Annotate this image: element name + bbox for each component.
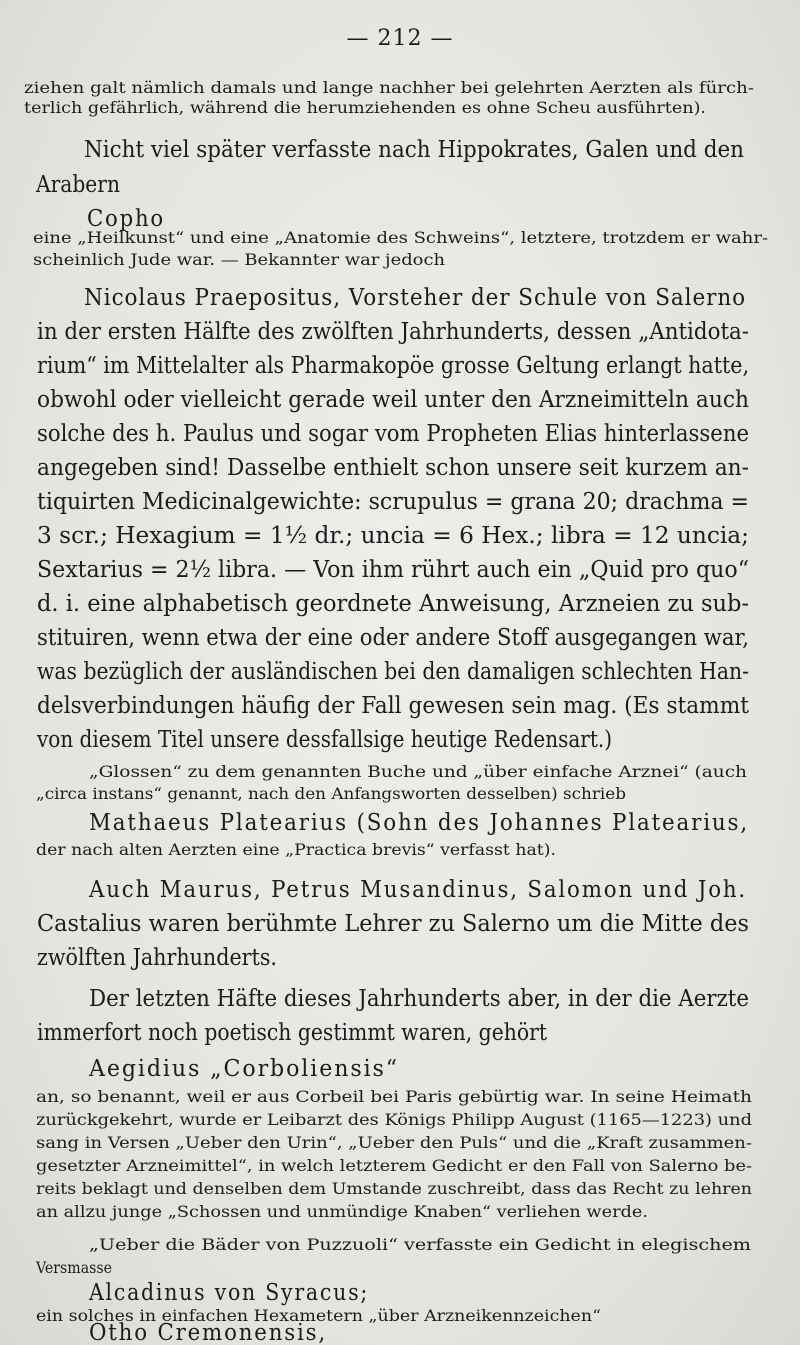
- text-line: reits beklagt und denselben dem Umstande zuschreibt, dass das Recht zu lehren: [36, 1179, 753, 1198]
- text-line: Mathaeus Platearius (Sohn des Johannes Platearius,: [89, 808, 750, 836]
- text-line: terlich gefährlich, während die herumziehenden es ohne Scheu ausführten).: [24, 98, 707, 117]
- text-line: zurückgekehrt, wurde er Leibarzt des Königs Philipp August (1165—1223) und: [36, 1110, 752, 1129]
- text-line: „circa instans“ genannt, nach den Anfangsworten desselben) schrieb: [36, 784, 626, 803]
- text-line: „Glossen“ zu dem genannten Buche und „über einfache Arznei“ (auch: [89, 762, 747, 781]
- text-line: rium“ im Mittelalter als Pharmakopöe grosse Geltung erlangt hatte,: [37, 351, 749, 379]
- text-line: der nach alten Aerzten eine „Practica brevis“ verfasst hat).: [36, 840, 557, 859]
- page-number: — 212 —: [346, 26, 454, 51]
- text-line: Sextarius = 2½ libra. — Von ihm rührt auch ein „Quid pro quo“: [37, 555, 750, 583]
- text-line: scheinlich Jude war. — Bekannter war jedoch: [33, 250, 446, 269]
- text-line: angegeben sind! Dasselbe enthielt schon unsere seit kurzem an-: [37, 453, 750, 481]
- text-line: Arabern: [36, 170, 120, 198]
- author-name-otho: Otho Cremonensis,: [89, 1318, 327, 1345]
- text-line: an, so benannt, weil er aus Corbeil bei Paris gebürtig war. In seine Heimath: [36, 1087, 753, 1106]
- text-line: stituiren, wenn etwa der eine oder andere Stoff ausgegangen war,: [37, 623, 750, 651]
- text-line: Der letzten Häfte dieses Jahrhunderts aber, in der die Aerzte: [89, 984, 750, 1012]
- text-line: Auch Maurus, Petrus Musandinus, Salomon und Joh.: [89, 875, 748, 903]
- author-name-alcadinus: Alcadinus von Syracus;: [89, 1278, 369, 1306]
- text-line: d. i. eine alphabetisch geordnete Anweisung, Arzneien zu sub-: [37, 589, 750, 617]
- text-line: delsverbindungen häufig der Fall gewesen sein mag. (Es stammt: [37, 691, 749, 719]
- text-line: solche des h. Paulus und sogar vom Propheten Elias hinterlassene: [37, 419, 750, 447]
- author-name-aegidius: Aegidius „Corboliensis“: [89, 1054, 400, 1082]
- text-line: Versmasse: [36, 1258, 113, 1277]
- text-line: ein solches in einfachen Hexametern „über Arzneikennzeichen“: [36, 1306, 601, 1325]
- text-line: in der ersten Hälfte des zwölften Jahrhunderts, dessen „Antidota-: [37, 317, 749, 345]
- text-line: sang in Versen „Ueber den Urin“, „Ueber den Puls“ und die „Kraft zusammen-: [36, 1133, 752, 1152]
- text-line: zwölften Jahrhunderts.: [37, 943, 277, 971]
- text-line: 3 scr.; Hexagium = 1½ dr.; uncia = 6 Hex.; libra = 12 uncia;: [37, 521, 749, 549]
- text-line: tiquirten Medicinalgewichte: scrupulus = grana 20; drachma =: [37, 487, 750, 515]
- text-line: gesetzter Arzneimittel“, in welch letzterem Gedicht er den Fall von Salerno be-: [36, 1156, 753, 1175]
- text-line: obwohl oder vielleicht gerade weil unter den Arzneimitteln auch: [37, 385, 749, 413]
- text-line: Nicolaus Praepositus, Vorsteher der Schule von Salerno: [84, 283, 747, 311]
- text-line: an allzu junge „Schossen und unmündige Knaben“ verliehen werde.: [36, 1202, 649, 1221]
- text-line: was bezüglich der ausländischen bei den damaligen schlechten Han-: [37, 657, 749, 685]
- text-line: von diesem Titel unsere dessfallsige heutige Redensart.): [37, 725, 613, 753]
- text-line: eine „Heilkunst“ und eine „Anatomie des Schweins“, letztere, trotzdem er wahr-: [33, 228, 769, 247]
- text-line: immerfort noch poetisch gestimmt waren, gehört: [37, 1018, 548, 1046]
- text-line: „Ueber die Bäder von Puzzuoli“ verfasste ein Gedicht in elegischem: [89, 1235, 751, 1254]
- text-line: Nicht viel später verfasste nach Hippokrates, Galen und den: [84, 135, 744, 163]
- author-name-copho: Copho: [87, 204, 166, 232]
- text-line: ziehen galt nämlich damals und lange nachher bei gelehrten Aerzten als fürch-: [24, 78, 754, 97]
- text-line: Castalius waren berühmte Lehrer zu Salerno um die Mitte des: [37, 909, 749, 937]
